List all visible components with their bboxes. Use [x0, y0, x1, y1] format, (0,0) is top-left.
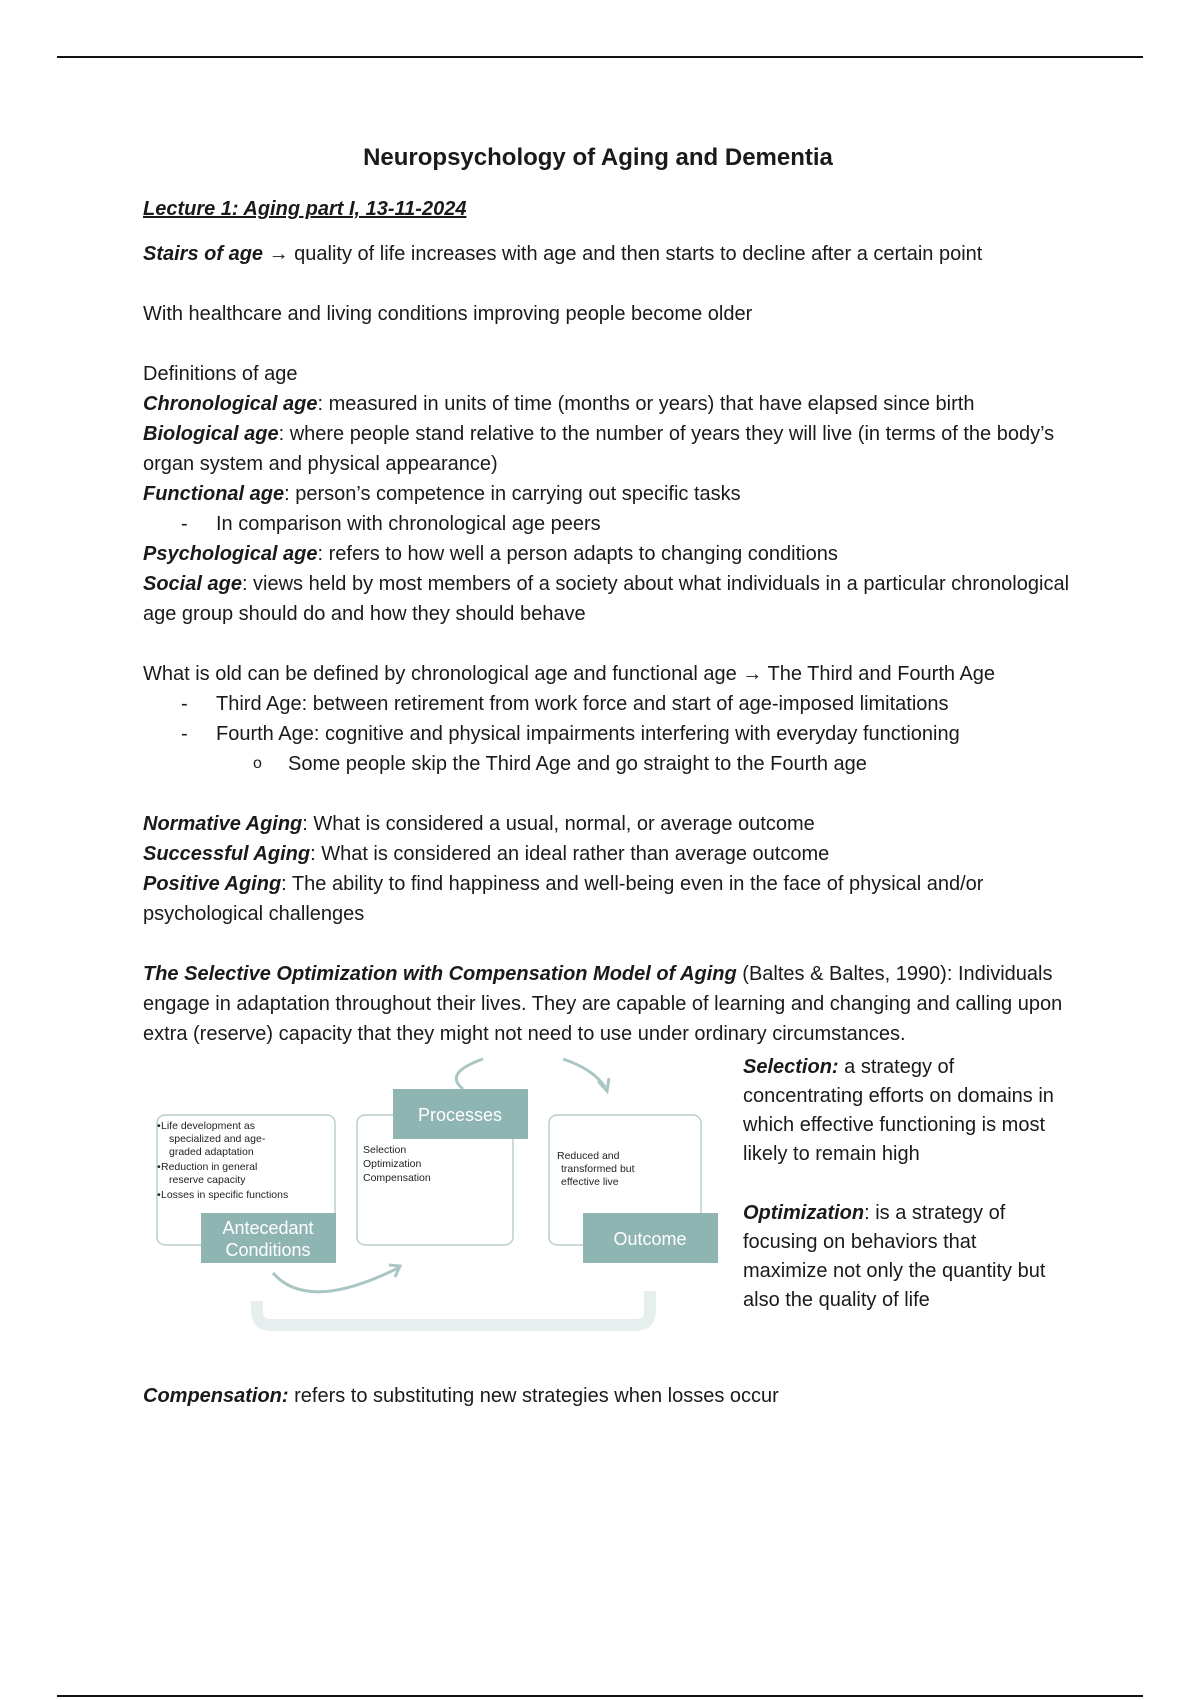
list-item: - Fourth Age: cognitive and physical impairments interfering with everyday functioning	[143, 719, 1073, 749]
bullet: •	[157, 1189, 161, 1201]
definition-social	[143, 569, 1073, 629]
stairs-text: → quality of life increases with age and then starts to decline after a certain point	[263, 243, 983, 265]
definition-text: : refers to how well a person adapts to changing conditions	[317, 543, 838, 565]
bottom-rule	[57, 1695, 1143, 1697]
soc-text: Individuals engage in adaptation throughout their lives. They are capable of learning and changing and calling upon extra (reserve) capacity that they might not need to use under ordinary circumstances.	[143, 963, 1063, 1045]
aging-term: Successful Aging	[143, 843, 311, 865]
list-item: o Some people skip the Third Age and go straight to the Fourth age	[143, 749, 1073, 779]
strategy-notes	[743, 1053, 1063, 1315]
antecedent-item: Reduction in general	[161, 1161, 258, 1173]
healthcare-paragraph: With healthcare and living conditions improving people become older	[143, 303, 753, 325]
feedback-arrow	[257, 1291, 650, 1325]
list-item: - In comparison with chronological age peers	[143, 509, 1073, 539]
functional-sublist	[143, 509, 1073, 539]
aging-successful	[143, 839, 1073, 869]
soc-paragraph	[143, 959, 1073, 1049]
aging-term: Positive Aging	[143, 873, 282, 895]
outcome-item: transformed but	[561, 1163, 635, 1175]
ages-list	[143, 689, 1073, 779]
definition-functional	[143, 479, 1073, 509]
old-definition: What is old can be defined by chronological age and functional age → The Third and Fourth Age	[143, 663, 996, 685]
aging-term: Normative Aging	[143, 813, 303, 835]
definition-term: Social age	[143, 573, 242, 595]
process-item: Optimization	[363, 1158, 422, 1170]
definition-term: Chronological age	[143, 393, 318, 415]
aging-text: : What is considered an ideal rather than average outcome	[310, 843, 830, 865]
bullet: •	[157, 1120, 161, 1132]
process-item: Selection	[363, 1144, 407, 1156]
antecedent-label: Conditions	[225, 1240, 311, 1260]
definition-psychological	[143, 539, 1073, 569]
antecedent-item: Life development as	[161, 1120, 255, 1132]
processes-label: Processes	[417, 1105, 503, 1125]
bullet: •	[157, 1161, 161, 1173]
arc-arrow	[456, 1059, 483, 1089]
soc-diagram-block	[143, 1053, 1073, 1353]
optimization-text: : is a strategy of focusing on behaviors that maximize not only the quantity but also the quality of life	[743, 1202, 1046, 1311]
outcome-item: effective live	[561, 1176, 619, 1188]
definition-text: : person’s competence in carrying out specific tasks	[284, 483, 741, 505]
definition-text: : views held by most members of a society about what individuals in a particular chronological age group should do and how they should behave	[143, 573, 1070, 625]
process-item: Compensation	[363, 1172, 431, 1184]
optimization-term: Optimization	[743, 1202, 865, 1224]
definition-text: : where people stand relative to the number of years they will live (in terms of the body’s organ system and physical appearance)	[143, 423, 1055, 475]
antecedent-item: reserve capacity	[169, 1174, 246, 1186]
list-item: - Third Age: between retirement from work force and start of age-imposed limitations	[143, 689, 1073, 719]
soc-citation: (Baltes & Baltes, 1990):	[736, 963, 953, 985]
stairs-paragraph	[143, 239, 1073, 269]
antecedent-label: Antecedant	[222, 1218, 314, 1238]
top-rule	[57, 56, 1143, 58]
document-page	[143, 144, 1073, 1411]
definition-chronological	[143, 389, 1073, 419]
page-title: Neuropsychology of Aging and Dementia	[363, 144, 833, 171]
definition-term: Functional age	[143, 483, 285, 505]
selection-text: a strategy of concentrating efforts on domains in which effective functioning is most likely to remain high	[743, 1056, 1054, 1165]
antecedent-item: graded adaptation	[169, 1146, 254, 1158]
aging-text: : The ability to find happiness and well-being even in the face of physical and/or psychological challenges	[143, 873, 984, 925]
definition-term: Biological age	[143, 423, 279, 445]
definitions-heading: Definitions of age	[143, 363, 298, 385]
lecture-heading: Lecture 1: Aging part I, 13-11-2024	[143, 198, 467, 220]
compensation-text: refers to substituting new strategies when losses occur	[288, 1385, 779, 1407]
antecedent-item: specialized and age-	[169, 1133, 266, 1145]
compensation-paragraph	[143, 1381, 1073, 1411]
outcome-item: Reduced and	[557, 1150, 620, 1162]
aging-text: : What is considered a usual, normal, or average outcome	[302, 813, 815, 835]
aging-normative	[143, 809, 1073, 839]
aging-positive	[143, 869, 1073, 929]
stairs-term: Stairs of age	[143, 243, 264, 265]
selection-term: Selection:	[743, 1056, 839, 1078]
optimization-paragraph	[743, 1199, 1063, 1315]
soc-term: The Selective Optimization with Compensation Model of Aging	[143, 963, 737, 985]
outcome-label: Outcome	[613, 1229, 687, 1249]
soc-model-diagram	[143, 1053, 723, 1343]
definition-text: : measured in units of time (months or years) that have elapsed since birth	[317, 393, 975, 415]
antecedent-item: Losses in specific functions	[161, 1189, 289, 1201]
arc-arrow	[273, 1268, 398, 1292]
definition-term: Psychological age	[143, 543, 318, 565]
compensation-term: Compensation:	[143, 1385, 289, 1407]
selection-paragraph	[743, 1053, 1063, 1169]
definition-biological	[143, 419, 1073, 479]
